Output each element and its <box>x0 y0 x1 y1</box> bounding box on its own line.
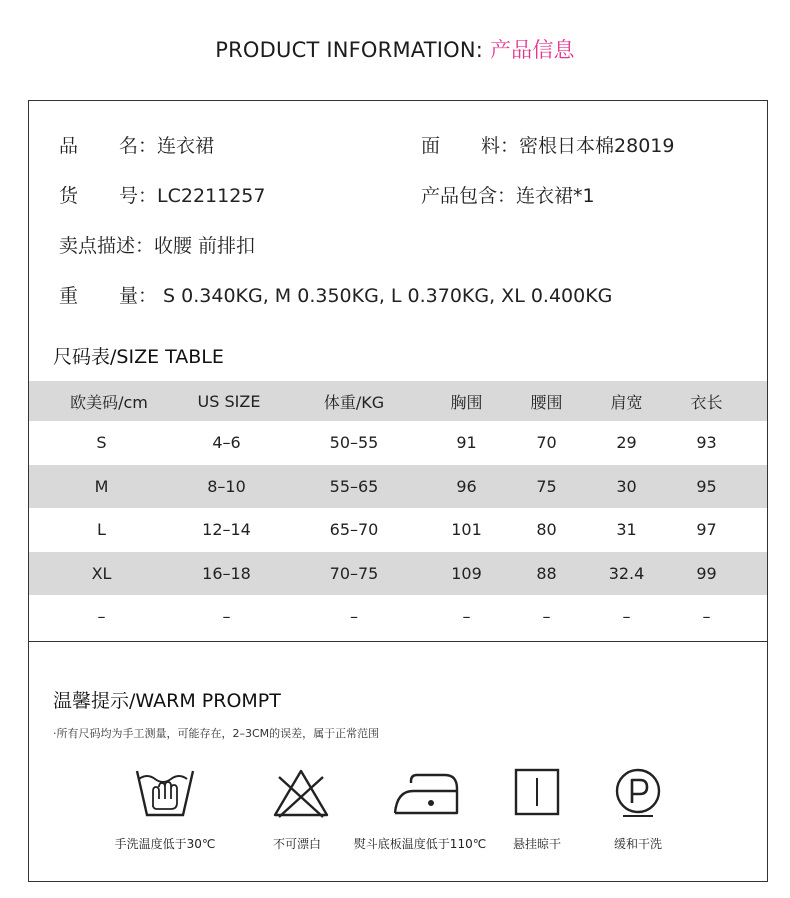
info-fabric-row <box>421 131 674 158</box>
info-sku-row <box>59 181 266 208</box>
table-row <box>29 421 767 465</box>
page-header <box>0 34 790 64</box>
info-weight-value: S 0.340KG, M 0.350KG, L 0.370KG, XL 0.400KG <box>157 285 613 307</box>
care-label-dry-clean: 缓和干洗 <box>613 837 663 851</box>
table-cell: 70–75 <box>329 563 379 583</box>
table-cell: – <box>97 607 106 627</box>
col-header: US SIZE <box>197 391 261 411</box>
table-cell: – <box>622 607 631 627</box>
table-cell: 32.4 <box>608 563 645 583</box>
info-sku-key: 货 <box>59 185 79 207</box>
col-header: 腰围 <box>530 392 563 412</box>
info-name-value: 连衣裙 <box>157 135 215 157</box>
table-cell: 80 <box>536 520 557 540</box>
col-header: 欧美码/cm <box>70 392 148 412</box>
table-row <box>29 465 767 509</box>
header-title-cn: 产品信息 <box>489 38 575 62</box>
table-cell: M <box>94 476 109 496</box>
col-header: 衣长 <box>690 392 723 412</box>
iron-icon <box>391 767 461 819</box>
info-fabric-key: 面 <box>421 135 441 157</box>
info-selling-value: 收腰 前排扣 <box>154 235 256 257</box>
info-sku-value: LC2211257 <box>157 185 266 207</box>
info-selling-key: 卖点描述： <box>59 235 155 257</box>
hang-dry-icon <box>513 767 561 817</box>
table-cell: – <box>702 607 711 627</box>
table-cell: 65–70 <box>329 520 379 540</box>
table-cell: 29 <box>616 433 637 453</box>
info-includes-value: 连衣裙*1 <box>516 185 595 207</box>
table-cell: L <box>97 520 106 540</box>
table-cell: 55–65 <box>329 476 379 496</box>
info-sku-key-2: 号： <box>119 185 158 207</box>
care-label-hang-dry: 悬挂晾干 <box>512 837 562 851</box>
table-cell: 93 <box>696 433 717 453</box>
info-fabric-key-2: 料： <box>481 135 520 157</box>
table-cell: 70 <box>536 433 557 453</box>
table-cell: 97 <box>696 520 717 540</box>
info-weight-row <box>59 281 612 308</box>
no-bleach-icon <box>271 767 331 819</box>
dry-clean-icon <box>613 767 663 817</box>
info-name-key-2: 名： <box>119 135 158 157</box>
table-cell: 96 <box>456 476 477 496</box>
table-cell: 50–55 <box>329 433 379 453</box>
table-cell: 95 <box>696 476 717 496</box>
care-label-hand-wash: 手洗温度低于30℃ <box>114 837 216 851</box>
hand-wash-icon <box>133 767 197 819</box>
care-label-no-bleach: 不可漂白 <box>272 837 322 851</box>
table-cell: – <box>462 607 471 627</box>
care-label-iron: 熨斗底板温度低于110℃ <box>353 837 487 851</box>
table-cell: 88 <box>536 563 557 583</box>
header-title-en: PRODUCT INFORMATION: <box>215 38 484 62</box>
info-selling-row <box>59 231 255 258</box>
table-cell: 101 <box>451 520 482 540</box>
table-cell: 31 <box>616 520 637 540</box>
col-header: 胸围 <box>450 392 483 412</box>
info-name-key: 品 <box>59 135 79 157</box>
table-row <box>29 595 767 639</box>
size-table-title: 尺码表/SIZE TABLE <box>53 346 224 368</box>
table-row <box>29 552 767 596</box>
table-cell: – <box>222 607 231 627</box>
warm-prompt-note: ·所有尺码均为手工测量，可能存在，2–3CM的误差，属于正常范围 <box>53 727 380 740</box>
info-weight-key: 重 <box>59 285 79 307</box>
table-cell: XL <box>91 563 112 583</box>
table-cell: – <box>350 607 358 627</box>
info-includes-row <box>421 181 595 208</box>
table-cell: S <box>96 433 107 453</box>
size-table-header <box>29 381 767 421</box>
info-fabric-value: 密根日本棉28019 <box>519 135 675 157</box>
table-cell: 30 <box>616 476 637 496</box>
table-cell: 8–10 <box>207 476 246 496</box>
col-header: 体重/KG <box>323 392 385 412</box>
col-header: 肩宽 <box>610 392 643 412</box>
table-cell: 16–18 <box>202 563 251 583</box>
table-cell: 4–6 <box>212 433 241 453</box>
section-divider <box>29 641 767 642</box>
table-cell: – <box>542 607 551 627</box>
table-row <box>29 508 767 552</box>
size-table <box>29 381 767 639</box>
table-cell: 75 <box>536 476 557 496</box>
table-cell: 99 <box>696 563 717 583</box>
info-name-row <box>59 131 214 158</box>
info-weight-key-2: 量： <box>119 285 158 307</box>
table-cell: 91 <box>456 433 477 453</box>
warm-prompt-title: 温馨提示/WARM PROMPT <box>53 690 281 712</box>
table-cell: 12–14 <box>202 520 251 540</box>
table-cell: 109 <box>451 563 482 583</box>
product-info-panel <box>28 100 768 882</box>
info-includes-key: 产品包含： <box>421 185 517 207</box>
